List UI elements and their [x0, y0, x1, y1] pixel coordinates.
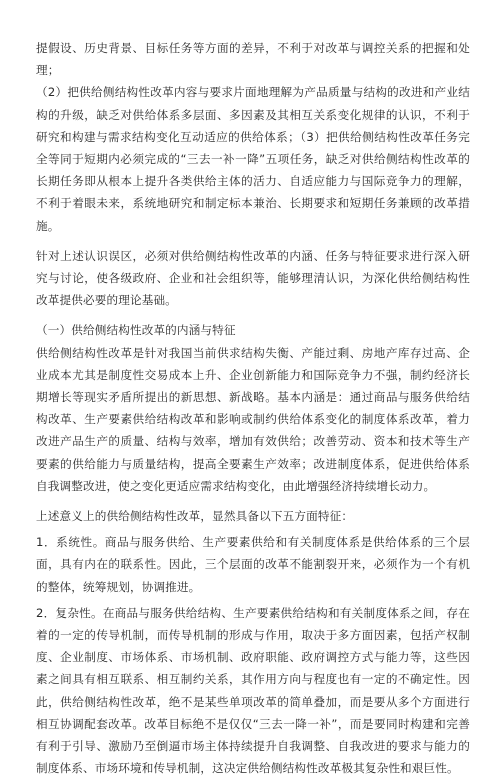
paragraph-features-intro: 上述意义上的供给侧结构性改革，显然具备以下五方面特征： [36, 509, 354, 524]
paragraph-misconceptions: （2）把供给侧结构性改革内容与要求片面地理解为产品质量与结构的改进和产业结构的升级，缺乏对供给体系多层面、多因素及其相互关系变化规律的认识，不利于研究和构建与需求结构变化互动适应的供给体系；（3）把供给侧结构性改革任务完全等同于短期内必须完成的“三去一补一降”五项任务，缺乏对供给侧结构性改革的长期任务即从根本上提升各类供给主体的活力、自适应能力与国际竞争力的理解，不利于着眼未来，系统地研究和制定标本兼治、长期要求和短期任务兼顾的改革措施。 [36, 85, 470, 233]
paragraph-feature-systematic: 1．系统性。商品与服务供给、生产要素供给和有关制度体系是供给体系的三个层面，具有内在的联系性。因此，三个层面的改革不能割裂开来，必须作为一个有机的整体，统筹规划，协调推进。 [36, 535, 470, 594]
paragraph-response: 针对上述认识误区，必须对供给侧结构性改革的内涵、任务与特征要求进行深入研究与讨论，使各级政府、企业和社会组织等，能够理清认识，为深化供给侧结构性改革提供必要的理论基础。 [36, 248, 470, 308]
paragraph-intro-fragment: 提假设、历史背景、目标任务等方面的差异，不利于对改革与调控关系的把握和处理； [36, 41, 470, 78]
paragraph-definition: 供给侧结构性改革是针对我国当前供求结构失衡、产能过剩、房地产库存过高、企业成本尤其是制度性交易成本上升、企业创新能力和国际竞争力不强，制约经济长期增长等现实矛盾所提出的新思想、新战略。基本内涵是：通过商品与服务供给结构改革、生产要素供给结构改革和影响或制约供给体系变化的制度体系改革，着力改进产品生产的质量、结构与效率，增加有效供给；改善劳动、资本和技术等生产要素的供给能力与质量结构，提高全要素生产效率；改进制度体系，促进供给体系自我调整改进，使之变化更适应需求结构变化，由此增强经济持续增长动力。 [36, 345, 470, 493]
paragraph-feature-complexity: 2．复杂性。在商品与服务供给结构、生产要素供给结构和有关制度体系之间，存在着的一定的传导机制，而传导机制的形成与作用，取决于多方面因素，包括产权制度、企业制度、市场体系、市场机制、政府职能、政府调控方式与能力等，这些因素之间具有相互联系、相互制约关系，其作用方向与程度也有一定的不确定性。因此，供给侧结构性改革，绝不是某些单项改革的简单叠加，而是要从多个方面进行相互协调配套改革。改革目标绝不是仅仅“三去一降一补”，而是要同时构建和完善有利于引导、激励乃至倒逼市场主体持续提升自我调整、自我改进的要求与能力的制度体系、市场环境和传导机制，这决定供给侧结构性改革极其复杂性和艰巨性。 [36, 605, 470, 776]
section-heading: （一）供给侧结构性改革的内涵与特征 [36, 323, 236, 338]
